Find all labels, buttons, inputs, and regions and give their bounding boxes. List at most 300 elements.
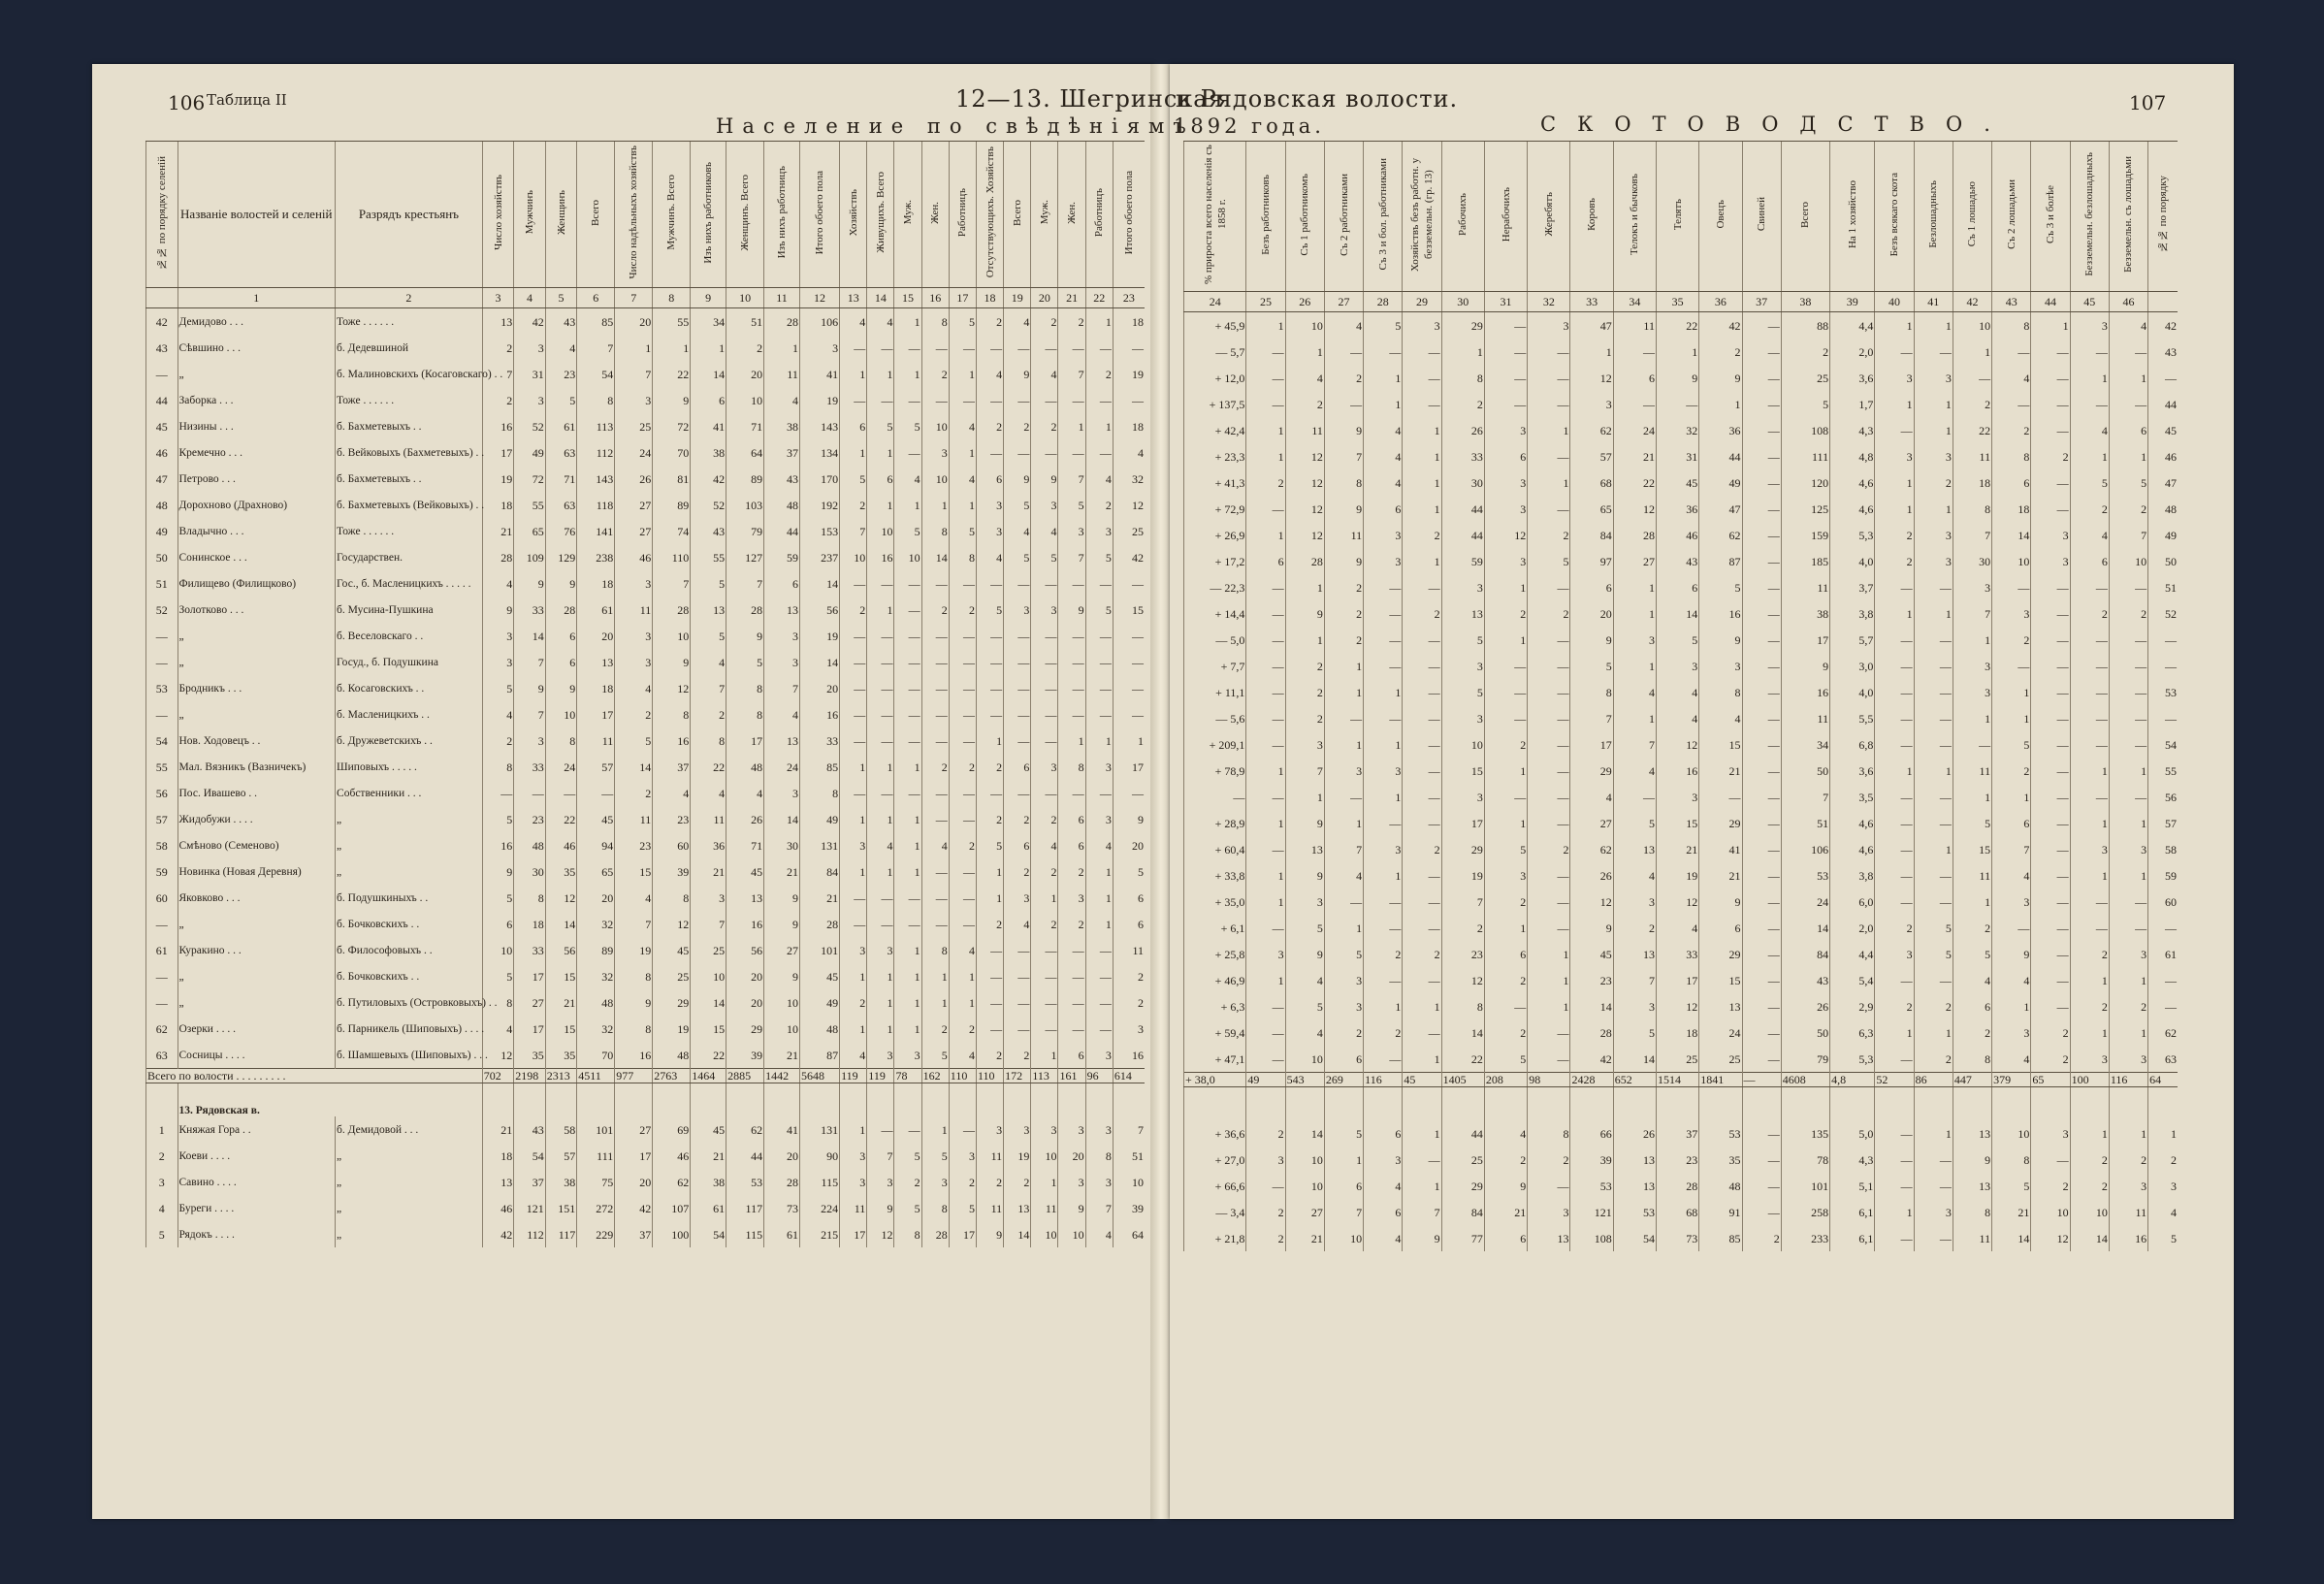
data-cell: 16 <box>482 413 514 439</box>
data-cell: 1 <box>867 597 894 623</box>
data-cell: 48 <box>764 492 800 518</box>
data-cell: 5 <box>482 675 514 701</box>
data-cell: — <box>1364 627 1403 653</box>
data-cell: 61 <box>691 1195 726 1221</box>
data-cell: 2 <box>1031 308 1058 336</box>
data-cell: 1 <box>1285 784 1324 810</box>
data-cell: 2 <box>2109 1147 2147 1173</box>
data-cell: 29 <box>1441 312 1484 339</box>
data-cell: 3 <box>1613 627 1656 653</box>
column-number: 37 <box>1742 292 1781 312</box>
data-cell: 1 <box>2109 810 2147 836</box>
row-index: 1 <box>146 1116 178 1143</box>
data-cell: 215 <box>799 1221 839 1247</box>
data-cell: — <box>2148 365 2178 391</box>
data-cell: — <box>2031 1147 2070 1173</box>
data-cell: 8 <box>1953 496 1991 522</box>
blank-cell <box>1613 1087 1656 1121</box>
data-cell: 2 <box>2031 1046 2070 1073</box>
blank-cell <box>1184 1087 1246 1121</box>
data-cell: 11 <box>615 597 653 623</box>
data-cell: 2 <box>1875 522 1914 548</box>
data-cell: 1 <box>867 361 894 387</box>
data-cell: — <box>1742 653 1781 679</box>
column-header-text: Хозяйствъ безъ работн. у безземельн. (гр. 13) <box>1409 157 1436 272</box>
data-cell: 10 <box>545 701 577 727</box>
data-cell: 3 <box>1992 1019 2031 1046</box>
left-page-number: 106 <box>168 91 206 114</box>
data-cell: 3 <box>867 937 894 963</box>
row-index: 5 <box>146 1221 178 1247</box>
data-cell: — <box>1004 937 1031 963</box>
data-cell: — <box>1246 784 1285 810</box>
data-cell: 29 <box>1441 1173 1484 1199</box>
data-cell: 15 <box>1113 597 1145 623</box>
data-cell: 8 <box>1953 1199 1991 1225</box>
data-cell: + 6,1 <box>1184 915 1246 941</box>
data-cell: 2 <box>1914 469 1953 496</box>
data-cell: — <box>2109 339 2147 365</box>
data-cell: — <box>1004 1016 1031 1042</box>
data-cell: — <box>2031 417 2070 443</box>
data-cell: — <box>1742 312 1781 339</box>
data-cell: 224 <box>799 1195 839 1221</box>
data-cell: — <box>1742 679 1781 705</box>
data-cell: 20 <box>577 623 615 649</box>
data-cell: — <box>1742 1120 1781 1147</box>
data-cell: 2 <box>921 597 949 623</box>
data-cell: 2 <box>894 1169 921 1195</box>
data-cell: 1 <box>1364 784 1403 810</box>
column-header <box>653 142 691 288</box>
data-cell: + 6,3 <box>1184 993 1246 1019</box>
village-name: Демидово . . . <box>178 308 336 336</box>
data-cell: — <box>976 649 1003 675</box>
data-cell: 1 <box>1324 1147 1363 1173</box>
data-cell: 13 <box>1613 1173 1656 1199</box>
data-cell: 84 <box>1781 941 1829 967</box>
data-cell: — <box>949 885 976 911</box>
data-cell: 6 <box>1364 1120 1403 1147</box>
data-cell: 7 <box>867 1143 894 1169</box>
peasant-category: Тоже . . . . . . <box>336 308 483 336</box>
data-cell: 10 <box>1031 1143 1058 1169</box>
data-cell: — <box>976 675 1003 701</box>
column-number: 21 <box>1058 288 1085 308</box>
data-cell: 2 <box>1285 679 1324 705</box>
data-cell: 8 <box>1441 993 1484 1019</box>
data-cell: 14 <box>615 754 653 780</box>
data-cell: 7 <box>1085 1195 1113 1221</box>
village-name: Смѣново (Семеново) <box>178 832 336 858</box>
data-cell: 8 <box>615 1016 653 1042</box>
data-cell: 3 <box>1613 889 1656 915</box>
data-cell: 44 <box>1441 496 1484 522</box>
data-cell: 28 <box>764 1169 800 1195</box>
data-cell: 7 <box>764 675 800 701</box>
data-cell: 120 <box>1781 469 1829 496</box>
column-header <box>2070 142 2109 292</box>
data-cell: 2 <box>1031 413 1058 439</box>
data-cell: 13 <box>1953 1173 1991 1199</box>
data-cell: — <box>1528 679 1570 705</box>
blank-cell <box>1914 1087 1953 1121</box>
data-cell: 135 <box>1781 1120 1829 1147</box>
data-cell: 52 <box>1875 1073 1914 1087</box>
table-row <box>146 518 1146 544</box>
data-cell: — <box>840 335 867 361</box>
data-cell: 1 <box>867 806 894 832</box>
data-cell: — <box>1528 731 1570 758</box>
data-cell: 21 <box>1699 862 1742 889</box>
data-cell: — <box>1742 993 1781 1019</box>
table-row <box>146 649 1146 675</box>
data-cell: 18 <box>577 675 615 701</box>
data-cell: 1 <box>1528 469 1570 496</box>
data-cell: 8 <box>921 518 949 544</box>
column-header <box>921 142 949 288</box>
blank-cell <box>577 1083 615 1117</box>
data-cell: — <box>1085 963 1113 989</box>
data-cell: 7 <box>1613 731 1656 758</box>
data-cell: — <box>1004 387 1031 413</box>
data-cell: 1 <box>2109 862 2147 889</box>
data-cell: 17 <box>840 1221 867 1247</box>
data-cell: — <box>840 570 867 597</box>
data-cell: — <box>894 701 921 727</box>
data-cell: — <box>1484 993 1527 1019</box>
peasant-category: Государствен. <box>336 544 483 570</box>
column-number <box>2148 292 2178 312</box>
row-index: 47 <box>146 466 178 492</box>
column-header <box>1031 142 1058 288</box>
data-cell: 76 <box>545 518 577 544</box>
data-cell: 4 <box>1004 518 1031 544</box>
data-cell: 2 <box>1403 941 1441 967</box>
data-cell: 4,6 <box>1830 496 1875 522</box>
data-cell: 6 <box>691 387 726 413</box>
data-cell: — <box>2031 574 2070 600</box>
data-cell: — <box>1004 439 1031 466</box>
data-cell: 46 <box>482 1195 514 1221</box>
blank-cell <box>2031 1087 2070 1121</box>
data-cell: 7 <box>615 911 653 937</box>
data-cell: — <box>2070 731 2109 758</box>
data-cell: 11 <box>1953 1225 1991 1251</box>
data-cell: 22 <box>1953 417 1991 443</box>
data-cell: 6 <box>1613 365 1656 391</box>
data-cell: 3 <box>2109 1173 2147 1199</box>
data-cell: 14 <box>799 649 839 675</box>
data-cell: — <box>1742 731 1781 758</box>
data-cell: 8 <box>653 885 691 911</box>
village-name: Золотково . . . <box>178 597 336 623</box>
data-cell: 16 <box>615 1042 653 1069</box>
data-cell: 39 <box>1113 1195 1145 1221</box>
data-cell: + 66,6 <box>1184 1173 1246 1199</box>
data-cell: 2 <box>1699 339 1742 365</box>
data-cell: — <box>976 570 1003 597</box>
data-cell: 4608 <box>1781 1073 1829 1087</box>
data-cell: 1 <box>1528 417 1570 443</box>
blank-cell <box>799 1083 839 1117</box>
data-cell: 1 <box>1914 836 1953 862</box>
data-cell: — <box>894 597 921 623</box>
table-row <box>1184 653 2179 679</box>
data-cell: 4 <box>840 308 867 336</box>
data-cell: 12 <box>653 675 691 701</box>
data-cell: 4511 <box>577 1069 615 1083</box>
column-header <box>1656 142 1698 292</box>
data-cell: 9 <box>976 1221 1003 1247</box>
data-cell: 1 <box>1656 339 1698 365</box>
data-cell: 13 <box>1613 1147 1656 1173</box>
blank-cell <box>615 1083 653 1117</box>
column-header-text: Изъ нихъ работниковъ <box>702 161 715 264</box>
peasant-category: б. Бочковскихъ . . <box>336 963 483 989</box>
data-cell: — <box>2109 391 2147 417</box>
data-cell: 13 <box>1004 1195 1031 1221</box>
data-cell: 36 <box>1656 496 1698 522</box>
data-cell: 1 <box>1085 858 1113 885</box>
data-cell: — <box>1113 780 1145 806</box>
data-cell: — <box>921 911 949 937</box>
data-cell: 29 <box>1441 836 1484 862</box>
data-cell: 1 <box>894 937 921 963</box>
data-cell: 21 <box>1699 758 1742 784</box>
data-cell: — <box>1914 784 1953 810</box>
table-row <box>146 858 1146 885</box>
data-cell: 3 <box>1570 391 1613 417</box>
data-cell: — <box>1364 915 1403 941</box>
data-cell: 4 <box>764 387 800 413</box>
data-cell: + 209,1 <box>1184 731 1246 758</box>
data-cell: — <box>1085 623 1113 649</box>
data-cell: — <box>867 649 894 675</box>
data-cell: — <box>1528 705 1570 731</box>
data-cell: + 14,4 <box>1184 600 1246 627</box>
data-cell: 64 <box>1113 1221 1145 1247</box>
row-index: 63 <box>146 1042 178 1069</box>
data-cell: 2 <box>1441 391 1484 417</box>
data-cell: 5 <box>1441 627 1484 653</box>
data-cell: — <box>2031 339 2070 365</box>
data-cell: 53 <box>2148 679 2178 705</box>
data-cell: 11 <box>976 1195 1003 1221</box>
data-cell: 2 <box>2070 496 2109 522</box>
data-cell: 3,6 <box>1830 758 1875 784</box>
data-cell: — <box>1875 784 1914 810</box>
village-name: Княжая Гора . . <box>178 1116 336 1143</box>
data-cell: 3 <box>1085 1169 1113 1195</box>
column-header-text: Мужчинъ. Всего <box>665 175 678 250</box>
data-cell: 134 <box>799 439 839 466</box>
data-cell: — <box>1742 1019 1781 1046</box>
data-cell: 4 <box>949 1042 976 1069</box>
data-cell: 4 <box>894 466 921 492</box>
data-cell: 38 <box>1781 600 1829 627</box>
data-cell: 1 <box>1914 417 1953 443</box>
data-cell: — <box>1246 600 1285 627</box>
column-header <box>1613 142 1656 292</box>
data-cell: 2 <box>691 701 726 727</box>
data-cell: 43 <box>1781 967 1829 993</box>
data-cell: — <box>1058 649 1085 675</box>
data-cell: 25 <box>691 937 726 963</box>
data-cell: — <box>976 387 1003 413</box>
data-cell: 55 <box>691 544 726 570</box>
data-cell: — <box>1031 675 1058 701</box>
data-cell: 119 <box>867 1069 894 1083</box>
data-cell: 59 <box>2148 862 2178 889</box>
village-name: Владычно . . . <box>178 518 336 544</box>
data-cell: — <box>1031 780 1058 806</box>
data-cell: 5 <box>1914 915 1953 941</box>
data-cell: — <box>1613 391 1656 417</box>
village-name: Сонинское . . . <box>178 544 336 570</box>
village-name: Кремечно . . . <box>178 439 336 466</box>
data-cell: 85 <box>577 308 615 336</box>
data-cell: — <box>1364 574 1403 600</box>
data-cell: 3 <box>1875 941 1914 967</box>
data-cell: — <box>1528 391 1570 417</box>
data-cell: 32 <box>577 1016 615 1042</box>
data-cell: 3 <box>1914 443 1953 469</box>
blank-cell <box>1441 1087 1484 1121</box>
data-cell: 1841 <box>1699 1073 1742 1087</box>
data-cell: 1 <box>691 335 726 361</box>
table-row <box>1184 1046 2179 1073</box>
data-cell: 3 <box>2109 941 2147 967</box>
data-cell: 238 <box>577 544 615 570</box>
village-name: Жидобужи . . . . <box>178 806 336 832</box>
data-cell: 6 <box>1570 574 1613 600</box>
data-cell: 56 <box>545 937 577 963</box>
data-cell: — <box>2031 469 2070 496</box>
data-cell: — <box>1403 391 1441 417</box>
blank-cell <box>976 1083 1003 1117</box>
data-cell: — <box>949 1116 976 1143</box>
data-cell: 20 <box>615 1169 653 1195</box>
data-cell: — <box>1403 365 1441 391</box>
column-header-text: Телокъ и бычковъ <box>1629 173 1641 255</box>
data-cell: 12 <box>1656 993 1698 1019</box>
data-cell: — <box>894 623 921 649</box>
column-number: 43 <box>1992 292 2031 312</box>
data-cell: 62 <box>1570 417 1613 443</box>
data-cell: 113 <box>577 413 615 439</box>
data-cell: 27 <box>1570 810 1613 836</box>
data-cell: 3 <box>921 1169 949 1195</box>
data-cell: — <box>1058 780 1085 806</box>
data-cell: — <box>1246 496 1285 522</box>
data-cell: 3 <box>1699 653 1742 679</box>
data-cell: 32 <box>577 963 615 989</box>
data-cell: 9 <box>514 570 546 597</box>
data-cell: 28 <box>482 544 514 570</box>
table-row <box>146 544 1146 570</box>
data-cell: — <box>1742 469 1781 496</box>
data-cell: 3 <box>1085 1042 1113 1069</box>
data-cell: — <box>1953 731 1991 758</box>
data-cell: 48 <box>799 1016 839 1042</box>
data-cell: — <box>1031 989 1058 1016</box>
data-cell: 1 <box>894 492 921 518</box>
data-cell: 1 <box>840 858 867 885</box>
data-cell: 1 <box>1324 731 1363 758</box>
data-cell: 18 <box>577 570 615 597</box>
data-cell: 56 <box>2148 784 2178 810</box>
data-cell: — <box>1875 836 1914 862</box>
data-cell: 4 <box>1570 784 1613 810</box>
data-cell: 75 <box>577 1169 615 1195</box>
data-cell: — <box>2109 784 2147 810</box>
data-cell: 13 <box>1953 1120 1991 1147</box>
data-cell: 2 <box>2109 496 2147 522</box>
data-cell: — 5,6 <box>1184 705 1246 731</box>
data-cell: 17 <box>726 727 764 754</box>
data-cell: 3 <box>867 1042 894 1069</box>
data-cell: 26 <box>615 466 653 492</box>
data-cell: 24 <box>1699 1019 1742 1046</box>
table-row <box>1184 339 2179 365</box>
data-cell: 2,0 <box>1830 915 1875 941</box>
column-header <box>1528 142 1570 292</box>
blank-cell <box>949 1083 976 1117</box>
data-cell: 3 <box>764 649 800 675</box>
data-cell: 6 <box>1113 885 1145 911</box>
data-cell: 21 <box>545 989 577 1016</box>
data-cell: — <box>1246 705 1285 731</box>
left-data-table <box>145 141 1145 1247</box>
data-cell: 9 <box>653 387 691 413</box>
village-name: Сосницы . . . . <box>178 1042 336 1069</box>
data-cell: — <box>1113 570 1145 597</box>
table-row <box>146 1143 1146 1169</box>
data-cell: — <box>921 570 949 597</box>
data-cell: 15 <box>1699 731 1742 758</box>
data-cell: 11 <box>691 806 726 832</box>
data-cell: 72 <box>653 413 691 439</box>
data-cell: — <box>1992 391 2031 417</box>
data-cell: 28 <box>1656 1173 1698 1199</box>
data-cell: — <box>1246 391 1285 417</box>
table-label: Таблица II <box>207 91 287 109</box>
data-cell: 1 <box>894 963 921 989</box>
data-cell: 1 <box>1403 496 1441 522</box>
data-cell: — <box>1031 623 1058 649</box>
data-cell: — <box>1613 784 1656 810</box>
data-cell: 1 <box>894 361 921 387</box>
column-number: 13 <box>840 288 867 308</box>
blank-cell <box>1656 1087 1698 1121</box>
data-cell: 23 <box>1441 941 1484 967</box>
data-cell: 20 <box>726 963 764 989</box>
data-cell: 4,8 <box>1830 1073 1875 1087</box>
data-cell: — <box>867 675 894 701</box>
data-cell: 21 <box>1992 1199 2031 1225</box>
peasant-category: Шиповыхъ . . . . . <box>336 754 483 780</box>
data-cell: 1 <box>1085 885 1113 911</box>
data-cell: 4 <box>1484 1120 1527 1147</box>
column-header <box>840 142 867 288</box>
table-row <box>1184 836 2179 862</box>
data-cell: 8 <box>894 1221 921 1247</box>
data-cell: — <box>1528 365 1570 391</box>
row-index: 60 <box>146 885 178 911</box>
data-cell: — <box>1742 574 1781 600</box>
data-cell: 16 <box>653 727 691 754</box>
